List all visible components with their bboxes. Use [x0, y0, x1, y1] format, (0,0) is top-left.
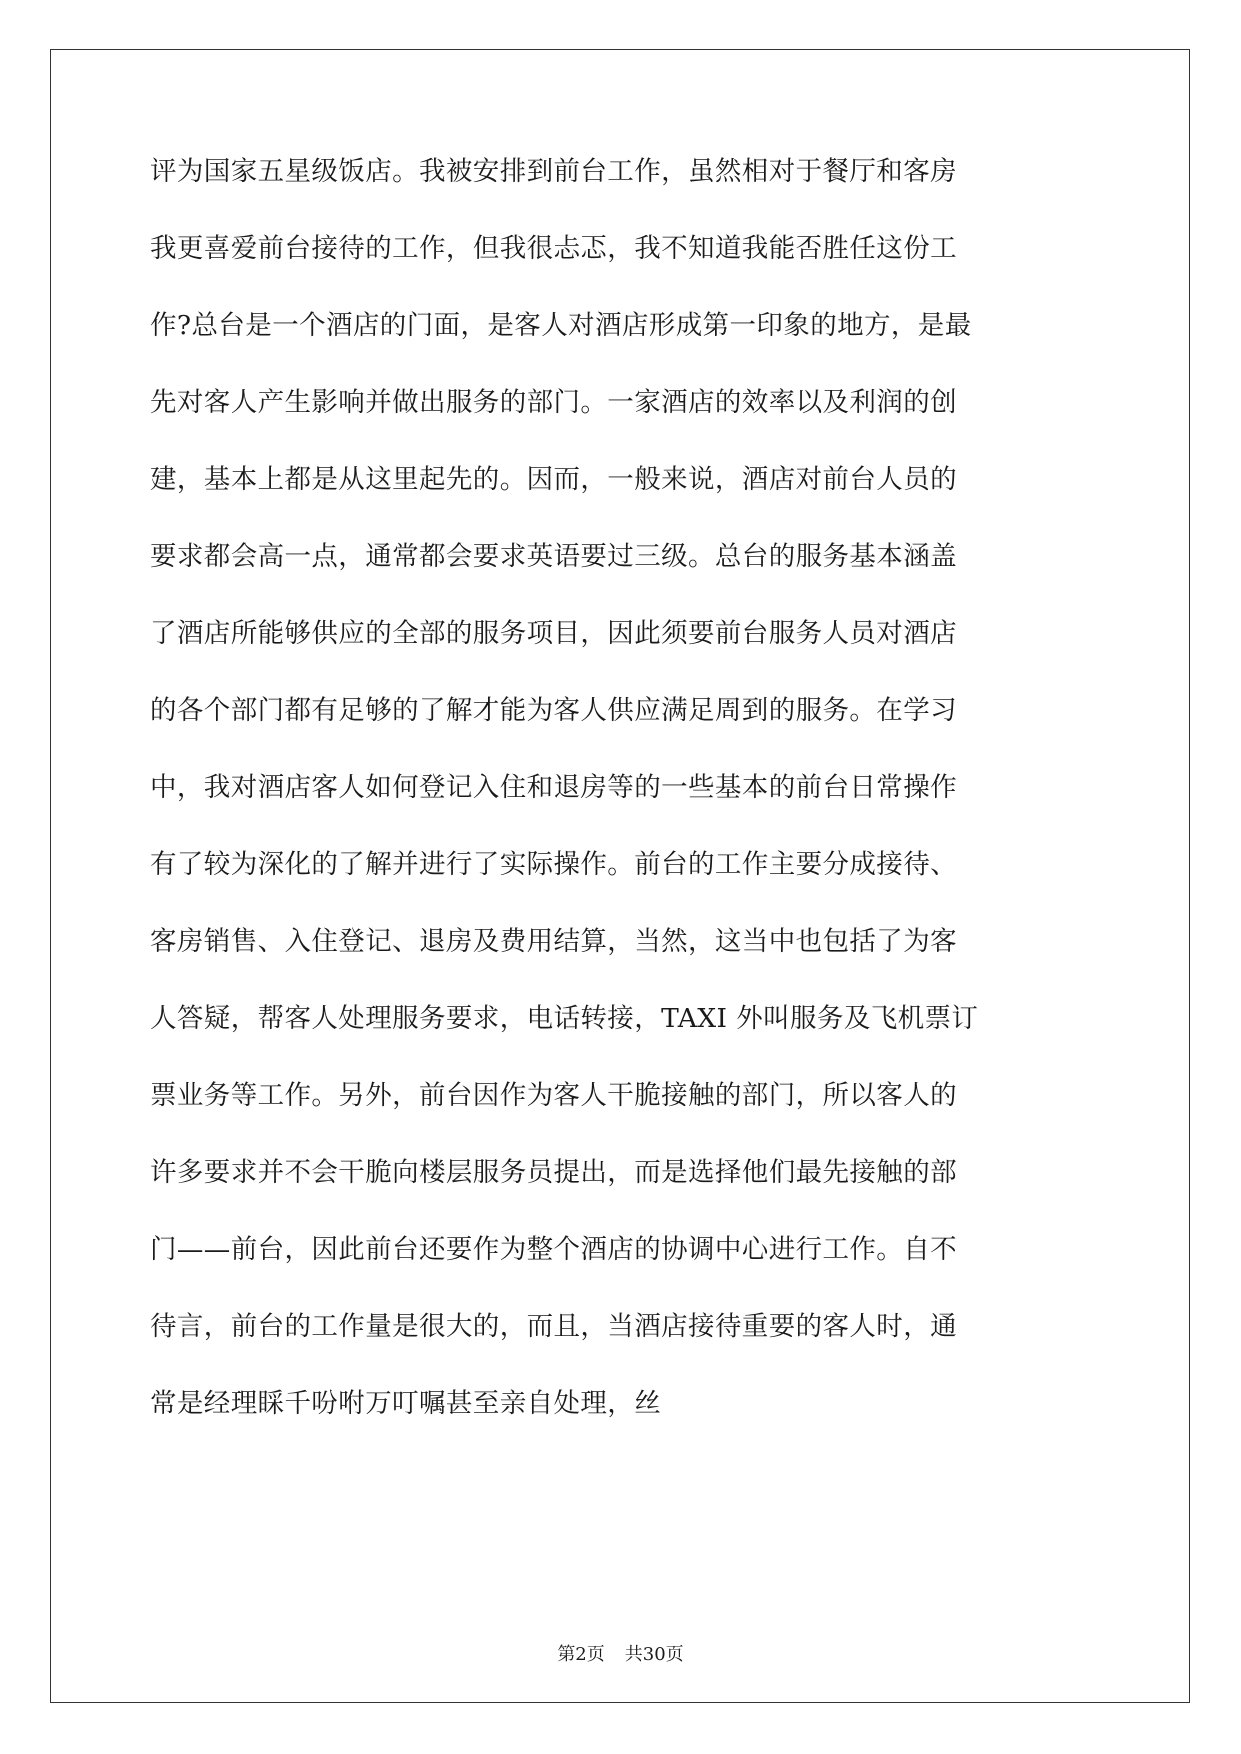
text-line: 待言，前台的工作量是很大的，而且，当酒店接待重要的客人时，通: [150, 1311, 957, 1342]
text-line: 常是经理睬千吩咐万叮嘱甚至亲自处理，丝: [150, 1388, 662, 1419]
text-line: 的各个部门都有足够的了解才能为客人供应满足周到的服务。在学习: [150, 695, 957, 726]
text-line: 了酒店所能够供应的全部的服务项目，因此须要前台服务人员对酒店: [150, 618, 957, 649]
text-line: 作?总台是一个酒店的门面，是客人对酒店形成第一印象的地方，是最: [150, 310, 972, 341]
text-line: 有了较为深化的了解并进行了实际操作。前台的工作主要分成接待、: [150, 849, 957, 880]
text-line: 要求都会高一点，通常都会要求英语要过三级。总台的服务基本涵盖: [150, 541, 957, 572]
text-line: 评为国家五星级饭店。我被安排到前台工作，虽然相对于餐厅和客房: [150, 156, 957, 187]
text-line: 人答疑，帮客人处理服务要求，电话转接，TAXI 外叫服务及飞机票订: [150, 1003, 979, 1034]
page-footer: [0, 1640, 1241, 1666]
text-line: 许多要求并不会干脆向楼层服务员提出，而是选择他们最先接触的部: [150, 1157, 957, 1188]
total-pages: 共30页: [624, 1644, 684, 1665]
text-line: 中，我对酒店客人如何登记入住和退房等的一些基本的前台日常操作: [150, 772, 957, 803]
text-line: 建，基本上都是从这里起先的。因而，一般来说，酒店对前台人员的: [150, 464, 957, 495]
text-line: 门——前台，因此前台还要作为整个酒店的协调中心进行工作。自不: [150, 1234, 957, 1265]
text-line: 客房销售、入住登记、退房及费用结算，当然，这当中也包括了为客: [150, 926, 957, 957]
page-number: 第2页: [557, 1644, 605, 1665]
text-line: 先对客人产生影响并做出服务的部门。一家酒店的效率以及利润的创: [150, 387, 957, 418]
text-line: 票业务等工作。另外，前台因作为客人干脆接触的部门，所以客人的: [150, 1080, 957, 1111]
text-line: 我更喜爱前台接待的工作，但我很忐忑，我不知道我能否胜任这份工: [150, 233, 957, 264]
